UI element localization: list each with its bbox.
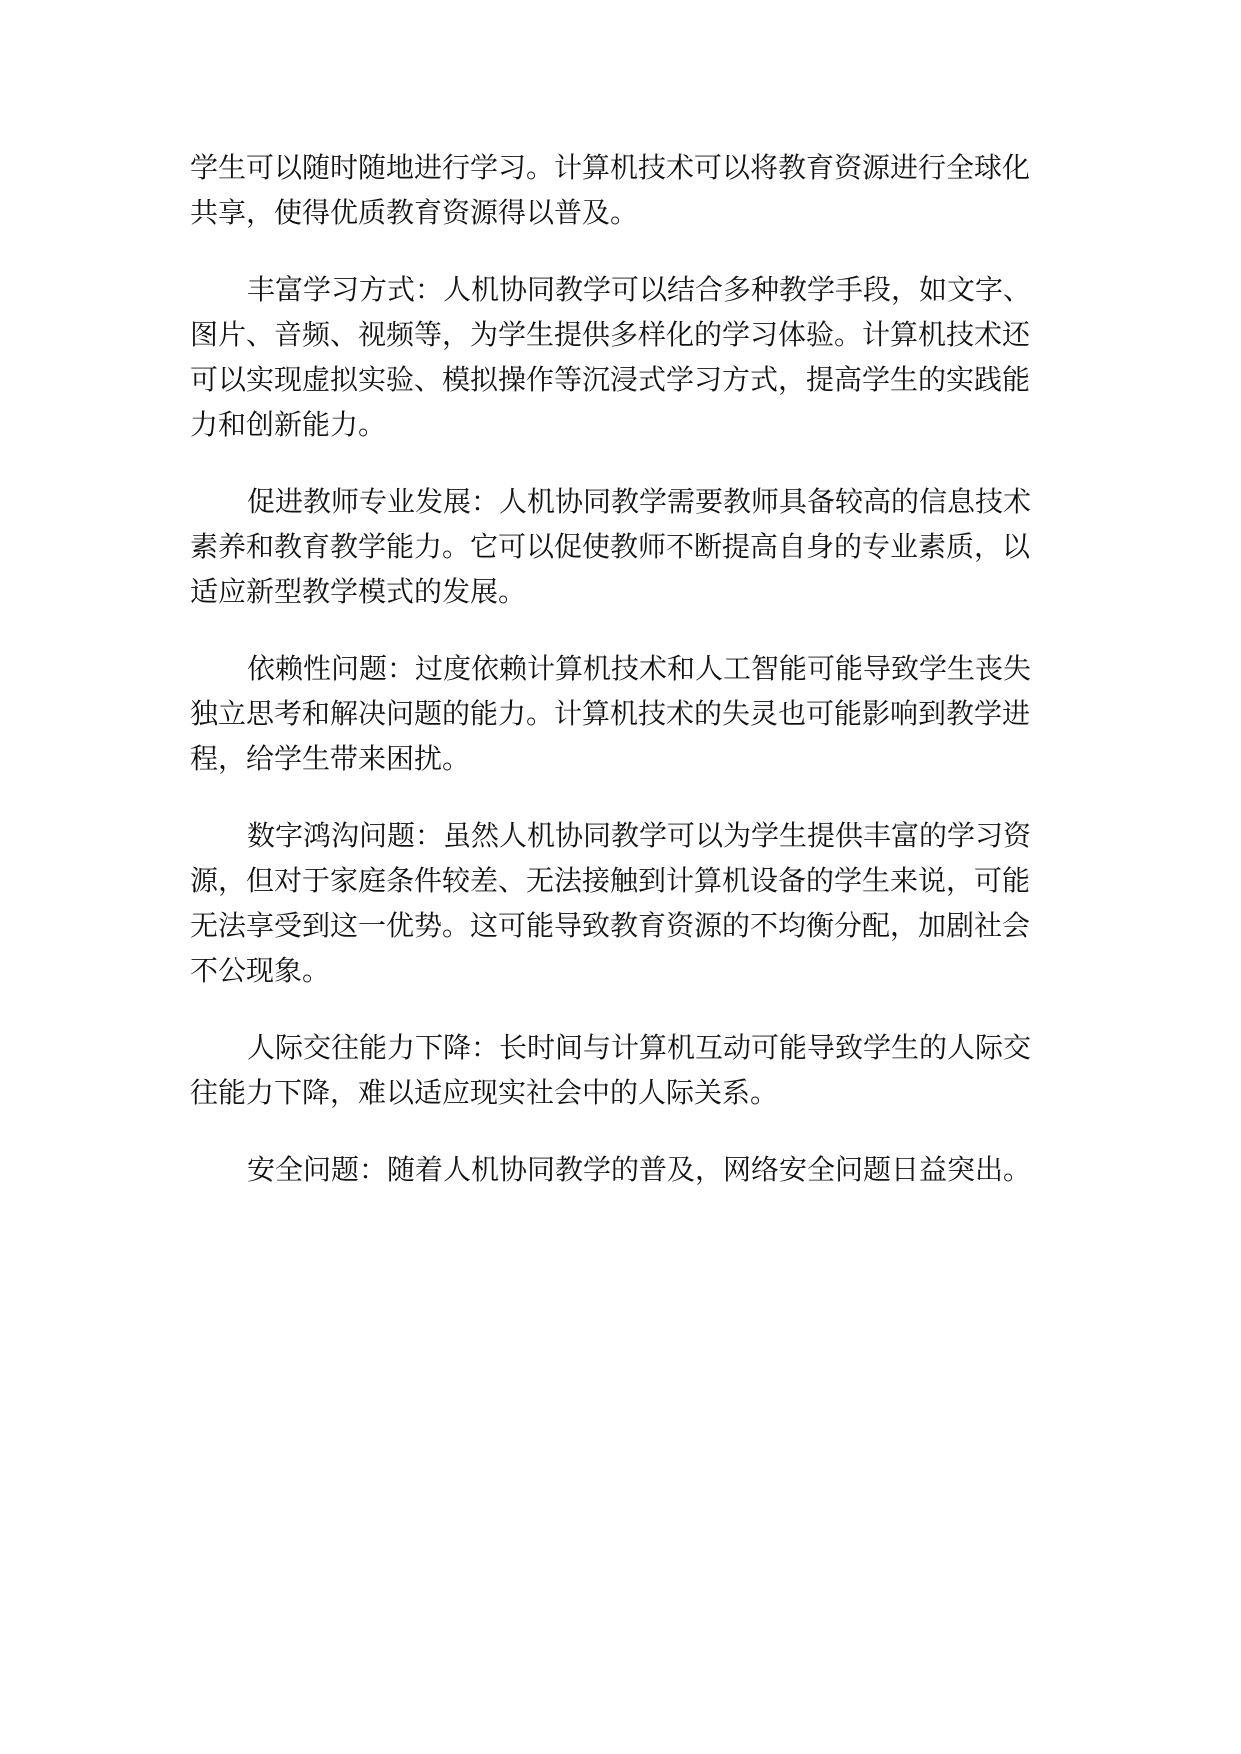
text-line: 安全问题：随着人机协同教学的普及，网络安全问题日益突出。 [247, 1153, 1032, 1186]
text-line: 可以实现虚拟实验、模拟操作等沉浸式学习方式，提高学生的实践能 [190, 363, 1031, 396]
text-line: 丰富学习方式：人机协同教学可以结合多种教学手段，如文字、 [247, 273, 1032, 306]
document-body [190, 145, 1050, 1192]
text-line: 独立思考和解决问题的能力。计算机技术的失灵也可能影响到教学进 [190, 697, 1031, 730]
text-line: 适应新型教学模式的发展。 [190, 575, 527, 608]
text-line: 力和创新能力。 [190, 408, 387, 441]
paragraph-digital-divide [190, 813, 1050, 993]
text-line: 素养和教育教学能力。它可以促使教师不断提高自身的专业素质，以 [190, 530, 1031, 563]
text-line: 无法享受到这一优势。这可能导致教育资源的不均衡分配，加剧社会 [190, 909, 1031, 942]
paragraph-dependency [190, 646, 1050, 781]
text-line: 学生可以随时随地进行学习。计算机技术可以将教育资源进行全球化 [190, 151, 1031, 184]
text-line: 不公现象。 [190, 954, 331, 987]
text-line: 共享，使得优质教育资源得以普及。 [190, 196, 639, 229]
text-line: 数字鸿沟问题：虽然人机协同教学可以为学生提供丰富的学习资 [247, 819, 1032, 852]
paragraph-global-sharing [190, 145, 1050, 235]
text-line: 程，给学生带来困扰。 [190, 742, 471, 775]
paragraph-rich-learning [190, 267, 1050, 447]
paragraph-teacher-development [190, 479, 1050, 614]
text-line: 源，但对于家庭条件较差、无法接触到计算机设备的学生来说，可能 [190, 864, 1031, 897]
paragraph-security [190, 1147, 1050, 1192]
text-line: 图片、音频、视频等，为学生提供多样化的学习体验。计算机技术还 [190, 318, 1031, 351]
text-line: 促进教师专业发展：人机协同教学需要教师具备较高的信息技术 [247, 485, 1032, 518]
text-line: 往能力下降，难以适应现实社会中的人际关系。 [190, 1076, 779, 1109]
paragraph-interpersonal [190, 1025, 1050, 1115]
text-line: 依赖性问题：过度依赖计算机技术和人工智能可能导致学生丧失 [247, 652, 1032, 685]
text-line: 人际交往能力下降：长时间与计算机互动可能导致学生的人际交 [247, 1031, 1032, 1064]
